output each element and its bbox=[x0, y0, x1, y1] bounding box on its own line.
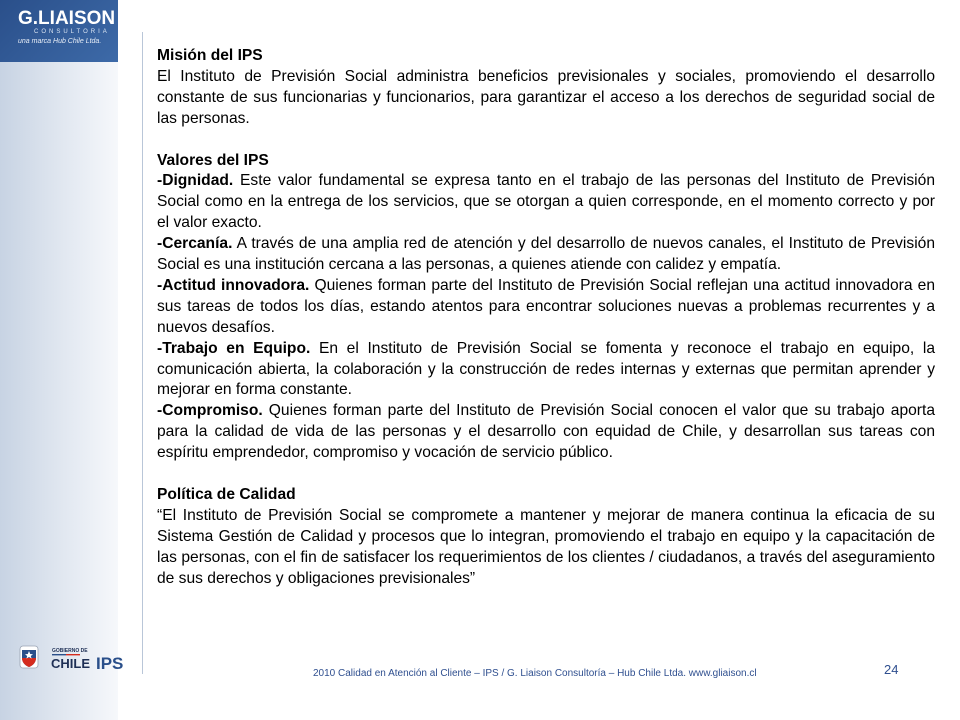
mision-text: El Instituto de Previsión Social administra beneficios previsionales y sociales, promoviendo el desarrollo constante de sus funcionarias y funcionarios, para garantizar el acceso a los derechos de seguridad social de las personas. bbox=[157, 67, 935, 127]
valores-heading: Valores del IPS bbox=[157, 151, 269, 169]
valor-text: Quienes forman parte del Instituto de Previsión Social conocen el valor que su trabajo aporta para la calidad de vida de las personas y el desarrollo con equidad de Chile, y desarrollan sus tareas con espíritu emprendedor, compromiso y vocación de servicio público. bbox=[157, 402, 935, 462]
valor-item bbox=[157, 276, 935, 339]
valor-item bbox=[157, 401, 935, 464]
spacer bbox=[157, 464, 935, 485]
logo-tagline: una marca Hub Chile Ltda. bbox=[18, 38, 102, 45]
valor-item bbox=[157, 339, 935, 402]
mision-heading: Misión del IPS bbox=[157, 47, 263, 64]
gov-logo-chile: CHILE bbox=[51, 656, 90, 671]
valor-text: A través de una amplia red de atención y del desarrollo de nuevos canales, el Instituto de Previsión Social es una institución cercana a las personas, a quienes atiende con calidez y empatía. bbox=[157, 235, 935, 274]
gov-logo-top: GOBIERNO DE bbox=[52, 648, 88, 654]
valor-label: -Cercanía. bbox=[157, 235, 233, 253]
gliaison-logo bbox=[0, 0, 118, 62]
logo-brand-sub: CONSULTORIA bbox=[34, 29, 110, 35]
politica-heading: Política de Calidad bbox=[157, 486, 296, 503]
chile-coat-of-arms-icon bbox=[20, 646, 38, 668]
valor-item bbox=[157, 234, 935, 276]
logo-brand-name: G.LIAISON bbox=[18, 8, 116, 29]
valor-text: En el Instituto de Previsión Social se fomenta y reconoce el trabajo en equipo, la comunicación abierta, la colaboración y la construcción de redes internas y externas que permitan aprender y mejorar en forma constante. bbox=[157, 339, 935, 399]
document-body bbox=[157, 46, 935, 590]
valor-text: Este valor fundamental se expresa tanto en el trabajo de las personas del Instituto de Previsión Social como en la entrega de los servicios, que se otorgan a quien corresponde, en el momento correcto y por el valor exacto. bbox=[157, 172, 935, 232]
gobierno-chile-ips-logo bbox=[18, 642, 138, 674]
gov-logo-ips: IPS bbox=[96, 654, 124, 673]
politica-text: “El Instituto de Previsión Social se compromete a mantener y mejorar de manera continua la eficacia de su Sistema Gestión de Calidad y procesos que lo integran, promoviendo el trabajo en equipo y la capacitación de las personas, con el fin de satisfacer los requerimientos de los clientes / ciudadanos, a través del aseguramiento de sus derechos y obligaciones previsionales” bbox=[157, 506, 935, 587]
spacer bbox=[157, 130, 935, 151]
sidebar-band bbox=[0, 0, 118, 720]
valor-label: -Dignidad. bbox=[157, 172, 234, 190]
valor-label: -Compromiso. bbox=[157, 402, 263, 420]
footer-text: 2010 Calidad en Atención al Cliente – IPS / G. Liaison Consultoría – Hub Chile Ltda. www.gliaison.cl bbox=[313, 668, 757, 679]
page-number: 24 bbox=[884, 662, 899, 677]
valor-item bbox=[157, 171, 935, 234]
valor-label: -Trabajo en Equipo. bbox=[157, 339, 311, 357]
valor-label: -Actitud innovadora. bbox=[157, 276, 310, 294]
divider-line bbox=[142, 32, 143, 674]
valor-text: Quienes forman parte del Instituto de Previsión Social reflejan una actitud innovadora en sus tareas de todos los días, estando atentos para encontrar soluciones nuevas a problemas recurrentes y a nuevos desafíos. bbox=[157, 276, 935, 336]
